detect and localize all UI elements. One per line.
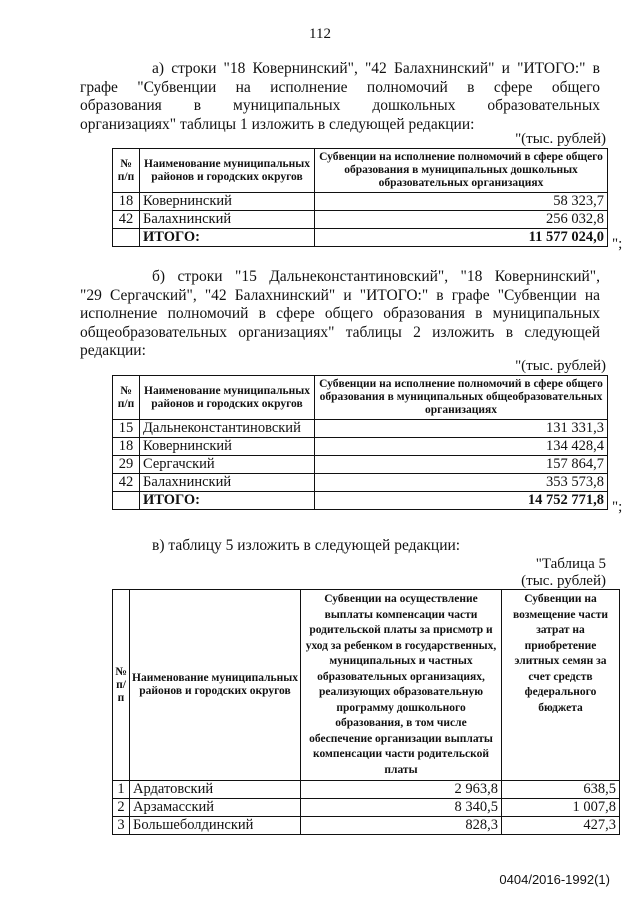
section-a-text [80, 60, 600, 134]
section-b-text [80, 268, 600, 361]
row-value: 256 032,8 [315, 211, 608, 229]
section-b-line: общеобразовательных организациях" таблицы 2 изложить в следующей [80, 323, 600, 341]
row-value: 131 331,3 [315, 420, 608, 438]
section-c-line: в) таблицу 5 изложить в следующей редакции: [152, 537, 461, 554]
row-name: Арзамасский [130, 799, 301, 817]
col-header-num: № п/п [113, 149, 140, 193]
table-row [113, 456, 608, 474]
row-num: 42 [113, 474, 140, 492]
table-row [113, 799, 620, 817]
table-1 [112, 148, 608, 247]
col-header-value2: Субвенции на возмещение части затрат на приобретение элитных семян за счет средств федерального бюджета [502, 590, 620, 781]
row-name: Большеболдинский [130, 817, 301, 835]
section-a-line: организациях" таблицы 1 изложить в следующей редакции: [80, 115, 475, 133]
row-num: 18 [113, 438, 140, 456]
row-name: Балахнинский [140, 474, 315, 492]
row-value1: 8 340,5 [301, 799, 502, 817]
total-row [113, 492, 608, 510]
table-5 [112, 589, 620, 835]
row-value2: 427,3 [502, 817, 620, 835]
table-row [113, 193, 608, 211]
row-name: Сергачский [140, 456, 315, 474]
row-num: 2 [113, 799, 130, 817]
row-name: Ковернинский [140, 193, 315, 211]
col-header-num: № п/п [113, 590, 130, 781]
section-b-line: редакции: [80, 342, 146, 359]
row-value1: 828,3 [301, 817, 502, 835]
row-num: 29 [113, 456, 140, 474]
row-value: 58 323,7 [315, 193, 608, 211]
col-header-num: № п/п [113, 376, 140, 420]
row-name: Ковернинский [140, 438, 315, 456]
row-value: 353 573,8 [315, 474, 608, 492]
total-row [113, 229, 608, 247]
row-value: 157 864,7 [315, 456, 608, 474]
row-value2: 638,5 [502, 781, 620, 799]
row-name: Дальнеконстантиновский [140, 420, 315, 438]
row-value: 134 428,4 [315, 438, 608, 456]
total-label: ИТОГО: [140, 229, 315, 247]
table-row [113, 474, 608, 492]
table-2 [112, 375, 608, 510]
section-b-unit-note: "(тыс. рублей) [515, 358, 606, 374]
total-value: 11 577 024,0 [315, 229, 608, 247]
table-row [113, 211, 608, 229]
section-b-line: "29 Сергачский", "42 Балахнинский" и "ИТОГО:" в графе "Субвенции на [80, 286, 600, 304]
row-num: 15 [113, 420, 140, 438]
document-code: 0404/2016-1992(1) [499, 872, 610, 887]
row-num: 3 [113, 817, 130, 835]
total-label: ИТОГО: [140, 492, 315, 510]
row-name: Ардатовский [130, 781, 301, 799]
col-header-name: Наименование муниципальных районов и городских округов [140, 376, 315, 420]
section-c-unit-note: (тыс. рублей) [521, 573, 606, 589]
section-a-line: а) строки "18 Ковернинский", "42 Балахнинский" и "ИТОГО:" в [152, 60, 600, 77]
table-row [113, 817, 620, 835]
section-c-table-label: "Таблица 5 [535, 556, 606, 572]
row-num: 18 [113, 193, 140, 211]
row-name: Балахнинский [140, 211, 315, 229]
row-value1: 2 963,8 [301, 781, 502, 799]
section-a-unit-note: "(тыс. рублей) [515, 131, 606, 147]
total-value: 14 752 771,8 [315, 492, 608, 510]
page-number: 112 [309, 26, 331, 42]
col-header-value: Субвенции на исполнение полномочий в сфере общего образования в муниципальных дошкольных образовательных организациях [315, 149, 608, 193]
section-a-line: графе "Субвенции на исполнение полномочий в сфере общего [80, 78, 600, 96]
col-header-name: Наименование муниципальных районов и городских округов [130, 590, 301, 781]
row-num: 42 [113, 211, 140, 229]
section-b-line: исполнение полномочий в сфере общего образования в муниципальных [80, 305, 600, 322]
table-2-closing-quote: "; [612, 499, 623, 515]
table-row [113, 420, 608, 438]
table-row [113, 438, 608, 456]
table-row [113, 781, 620, 799]
total-empty-cell [113, 492, 140, 510]
col-header-name: Наименование муниципальных районов и городских округов [140, 149, 315, 193]
total-empty-cell [113, 229, 140, 247]
col-header-value: Субвенции на исполнение полномочий в сфере общего образования в муниципальных общеобразовательных организациях [315, 376, 608, 420]
table-1-closing-quote: "; [612, 236, 623, 252]
row-value2: 1 007,8 [502, 799, 620, 817]
section-a-line: образования в муниципальных дошкольных образовательных [80, 97, 600, 114]
col-header-value1: Субвенции на осуществление выплаты компенсации части родительской платы за присмотр и уход за ребенком в государственных, муниципальных и частных образовательных организациях, реализующих образовательную программу дошкольного образования, в том числе обеспечение организации выплаты компенсации части родительской платы [301, 590, 502, 781]
row-num: 1 [113, 781, 130, 799]
section-b-line: б) строки "15 Дальнеконстантиновский", "18 Ковернинский", [152, 268, 600, 285]
